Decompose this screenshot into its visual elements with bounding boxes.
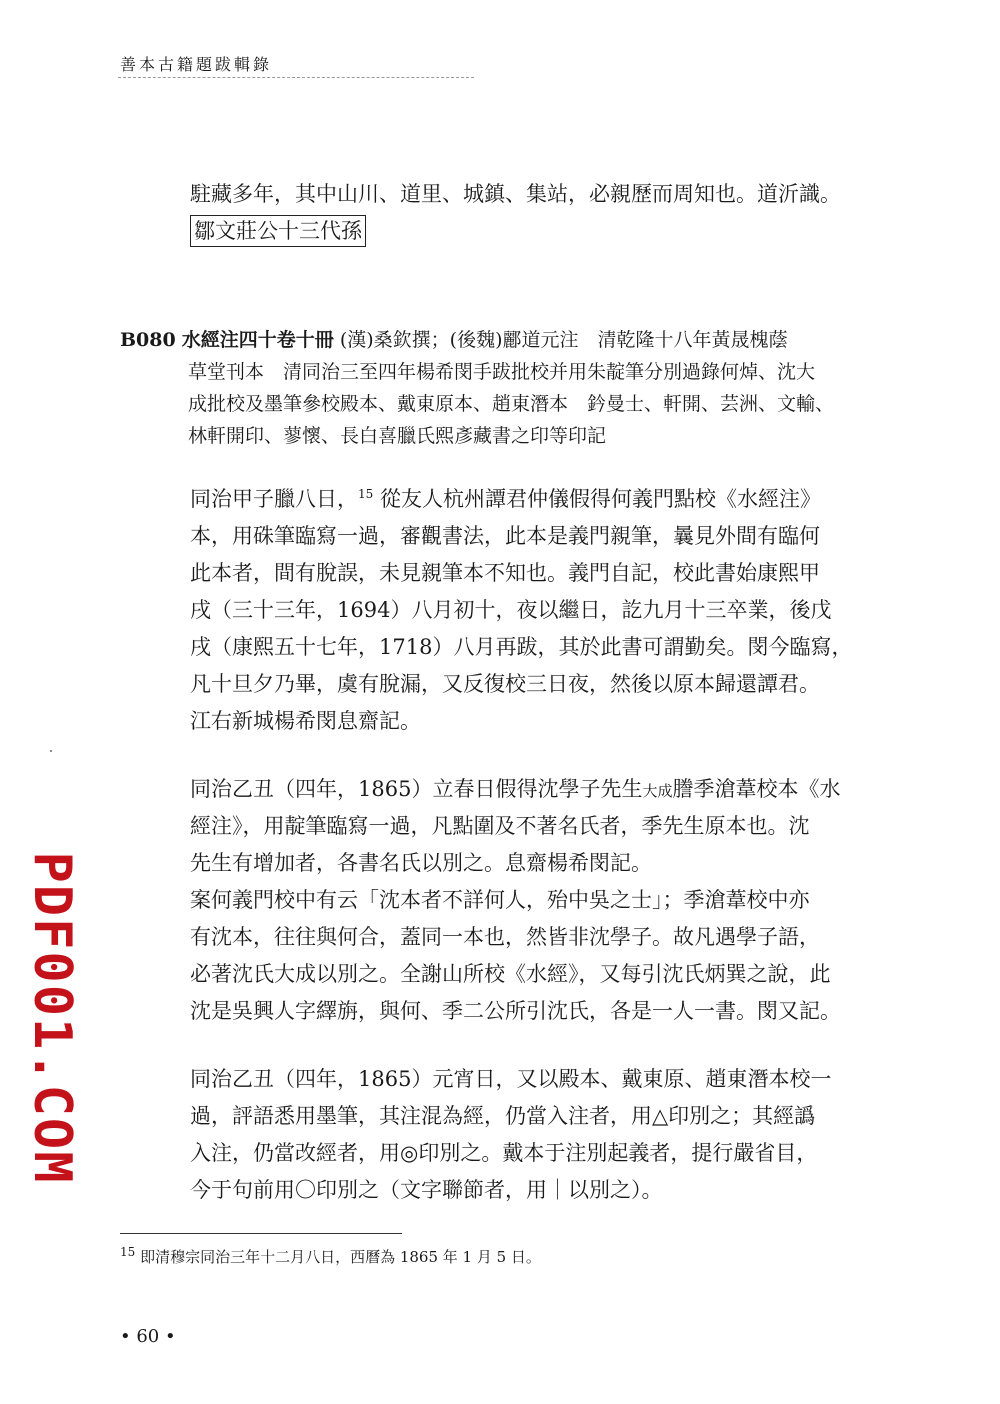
text-span: 同治甲子臘八日， bbox=[190, 487, 358, 511]
interlinear-note: 大成 bbox=[642, 782, 673, 800]
footnote bbox=[120, 1246, 541, 1267]
text-line: 戌（康熙五十七年，1718）八月再跋，其於此書可謂勤矣。閔今臨寫， bbox=[190, 635, 853, 659]
text-line: 有沈本，往往與何合，蓋同一本也，然皆非沈學子。故凡遇學子語， bbox=[190, 925, 820, 949]
entry-desc-first: (漢)桑欽撰；(後魏)酈道元注 清乾隆十八年黃晟槐蔭 bbox=[339, 329, 788, 351]
footnote-number: 15 bbox=[120, 1245, 136, 1259]
footnote-rule bbox=[120, 1233, 402, 1234]
text-line: 同治乙丑（四年，1865）元宵日，又以殿本、戴東原、趙東潛本校一 bbox=[190, 1067, 832, 1091]
seal-stamp: 鄒文莊公十三代孫 bbox=[190, 215, 366, 247]
text-line: 戌（三十三年，1694）八月初十，夜以繼日，訖九月十三卒業，後戊 bbox=[190, 598, 832, 622]
text-line: 凡十旦夕乃畢，虞有脫漏，又反復校三日夜，然後以原本歸還譚君。 bbox=[190, 672, 820, 696]
text-line: 江右新城楊希閔息齋記。 bbox=[190, 709, 421, 733]
entry-desc-line: 草堂刊本 清同治三至四年楊希閔手跋批校并用朱靛筆分別過錄何焯、沈大 bbox=[188, 361, 816, 383]
text-line: 今于句前用〇印別之（文字聯節者，用｜以別之）。 bbox=[190, 1178, 663, 1202]
text-line: 沈是吳興人字繹旃，與何、季二公所引沈氏，各是一人一書。閔又記。 bbox=[190, 999, 841, 1023]
entry-id: B080 bbox=[120, 329, 176, 351]
text-line: 經注》，用靛筆臨寫一過，凡點圍及不著名氏者，季先生原本也。沈 bbox=[190, 814, 810, 838]
footnote-text: 即清穆宗同治三年十二月八日，西曆為 1865 年 1 月 5 日。 bbox=[140, 1248, 541, 1266]
text-line: 先生有增加者，各書名氏以別之。息齋楊希閔記。 bbox=[190, 851, 652, 875]
text-span: 謄季滄葦校本《水 bbox=[672, 777, 841, 801]
text-line: 過，評語悉用墨筆，其注混為經，仍當入注者，用△印別之；其經譌 bbox=[190, 1104, 816, 1128]
page-number: • 60 • bbox=[120, 1326, 176, 1347]
paragraph-2 bbox=[190, 771, 841, 1030]
running-title: 善本古籍題跋輯錄 bbox=[120, 55, 273, 74]
entry-desc-line: 林軒開印、蓼懷、長白喜臘氏熙彥藏書之印等印記 bbox=[188, 425, 607, 447]
prev-entry bbox=[190, 176, 841, 250]
text-line: 此本者，間有脫誤，未見親筆本不知也。義門自記，校此書始康熙甲 bbox=[190, 561, 820, 585]
text-line: 本，用硃筆臨寫一過，審觀書法，此本是義門親筆，曩見外間有臨何 bbox=[190, 524, 820, 548]
catalog-entry bbox=[120, 324, 834, 452]
entry-title: 水經注四十卷十冊 bbox=[181, 329, 334, 351]
text-line: 必著沈氏大成以別之。全謝山所校《水經》，又每引沈氏炳巽之說，此 bbox=[190, 962, 831, 986]
header-rule bbox=[118, 77, 474, 78]
paragraph-3 bbox=[190, 1061, 831, 1209]
text-span: 同治乙丑（四年，1865）立春日假得沈學子先生 bbox=[190, 777, 643, 801]
prev-entry-line: 駐藏多年，其中山川、道里、城鎮、集站，必親歷而周知也。道沂識。 bbox=[190, 182, 841, 206]
text-line: 案何義門校中有云「沈本者不詳何人，殆中吳之士」；季滄葦校中亦 bbox=[190, 888, 810, 912]
footnote-ref: 15 bbox=[358, 487, 374, 501]
text-line: 入注，仍當改經者，用◎印別之。戴本于注別起義者，提行嚴省目， bbox=[190, 1141, 818, 1165]
text-span: 從友人杭州譚君仲儀假得何義門點校《水經注》 bbox=[379, 487, 821, 511]
scan-speck bbox=[50, 750, 52, 752]
watermark-text: PDF001.COM bbox=[22, 851, 82, 1185]
entry-desc-line: 成批校及墨筆參校殿本、戴東原本、趙東潛本 鈐曼士、軒開、芸洲、文輸、 bbox=[188, 393, 835, 415]
paragraph-1 bbox=[190, 481, 852, 740]
